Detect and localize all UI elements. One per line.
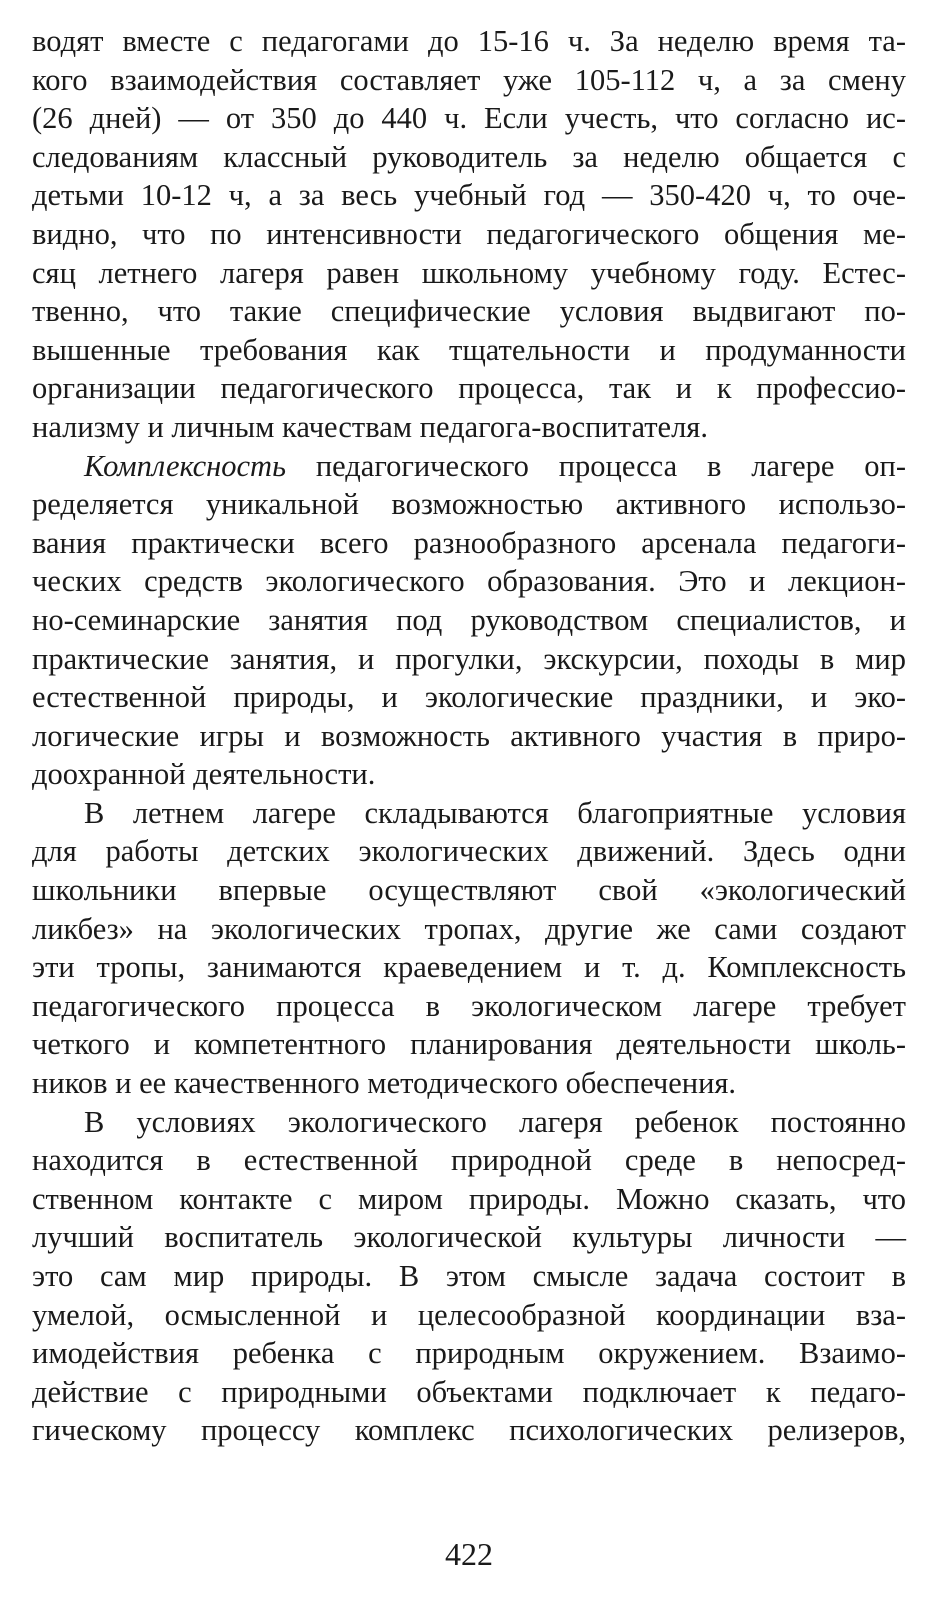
text-line: лучший воспитатель экологической культуры личности — — [32, 1220, 906, 1255]
text-line: доохранной деятельности. — [32, 757, 376, 792]
emphasized-term: Комплексность — [84, 448, 286, 483]
paragraph-3 — [32, 794, 906, 1103]
text-line: эти тропы, занимаются краеведением и т. д. Комплексность — [32, 950, 906, 985]
text-line: практические занятия, и прогулки, экскурсии, походы в мир — [32, 641, 906, 676]
text-line: нализму и личным качествам педагога-воспитателя. — [32, 409, 708, 444]
text-fragment: педагогического процесса в лагере оп- — [285, 448, 906, 483]
text-line: логические игры и возможность активного участия в приро- — [32, 718, 906, 753]
text-line: находится в естественной природной среде в непосред- — [32, 1143, 906, 1178]
text-line — [32, 447, 906, 486]
text-line: гическому процессу комплекс психологических релизеров, — [32, 1413, 906, 1448]
text-line: это сам мир природы. В этом смысле задача состоит в — [32, 1259, 906, 1293]
text-line: кого взаимодействия составляет уже 105-112 ч, а за смену — [32, 62, 906, 97]
text-line: организации педагогического процесса, так и к профессио- — [32, 371, 906, 406]
text-line: следованиям классный руководитель за неделю общается с — [32, 139, 906, 174]
page-number: 422 — [445, 1536, 493, 1572]
text-line: твенно, что такие специфические условия выдвигают по- — [32, 294, 906, 329]
text-line: школьники впервые осуществляют свой «экологический — [32, 873, 906, 908]
paragraph-4 — [32, 1103, 906, 1450]
page-body — [32, 22, 906, 1450]
paragraph-1 — [32, 22, 906, 447]
text-line: педагогического процесса в экологическом лагере требует — [32, 988, 906, 1023]
text-line: детьми 10-12 ч, а за весь учебный год — 350-420 ч, то оче- — [32, 178, 906, 213]
text-line: ределяется уникальной возможностью активного использо- — [32, 487, 906, 522]
text-line: четкого и компетентного планирования деятельности школь- — [32, 1027, 906, 1062]
text-line: вания практически всего разнообразного арсенала педагоги- — [32, 525, 906, 560]
text-line: ников и ее качественного методического обеспечения. — [32, 1066, 737, 1101]
text-line: сяц летнего лагеря равен школьному учебному году. Естес- — [32, 255, 906, 290]
text-line: но-семинарские занятия под руководством специалистов, и — [32, 602, 906, 637]
text-line: ческих средств экологического образования. Это и лекцион- — [32, 564, 906, 599]
text-line: вышенные требования как тщательности и продуманности — [32, 332, 906, 367]
text-line: В летнем лагере складываются благоприятные условия — [84, 795, 906, 830]
text-line: (26 дней) — от 350 до 440 ч. Если учесть, что согласно ис- — [32, 101, 906, 136]
text-line: ственном контакте с миром природы. Можно сказать, что — [32, 1181, 906, 1216]
text-line: В условиях экологического лагеря ребенок постоянно — [84, 1104, 906, 1139]
text-line: естественной природы, и экологические праздники, и эко- — [32, 680, 906, 715]
text-line: для работы детских экологических движений. Здесь одни — [32, 834, 906, 869]
text-line: имодействия ребенка с природным окружением. Взаимо- — [32, 1336, 906, 1371]
text-line: действие с природными объектами подключает к педаго- — [32, 1374, 906, 1409]
text-line: водят вместе с педагогами до 15-16 ч. За неделю время та- — [32, 24, 906, 58]
text-line: ликбез» на экологических тропах, другие же сами создают — [32, 911, 906, 946]
text-line: умелой, осмысленной и целесообразной координации вза- — [32, 1297, 906, 1332]
paragraph-2 — [32, 447, 906, 794]
text-line: видно, что по интенсивности педагогического общения ме- — [32, 216, 906, 251]
